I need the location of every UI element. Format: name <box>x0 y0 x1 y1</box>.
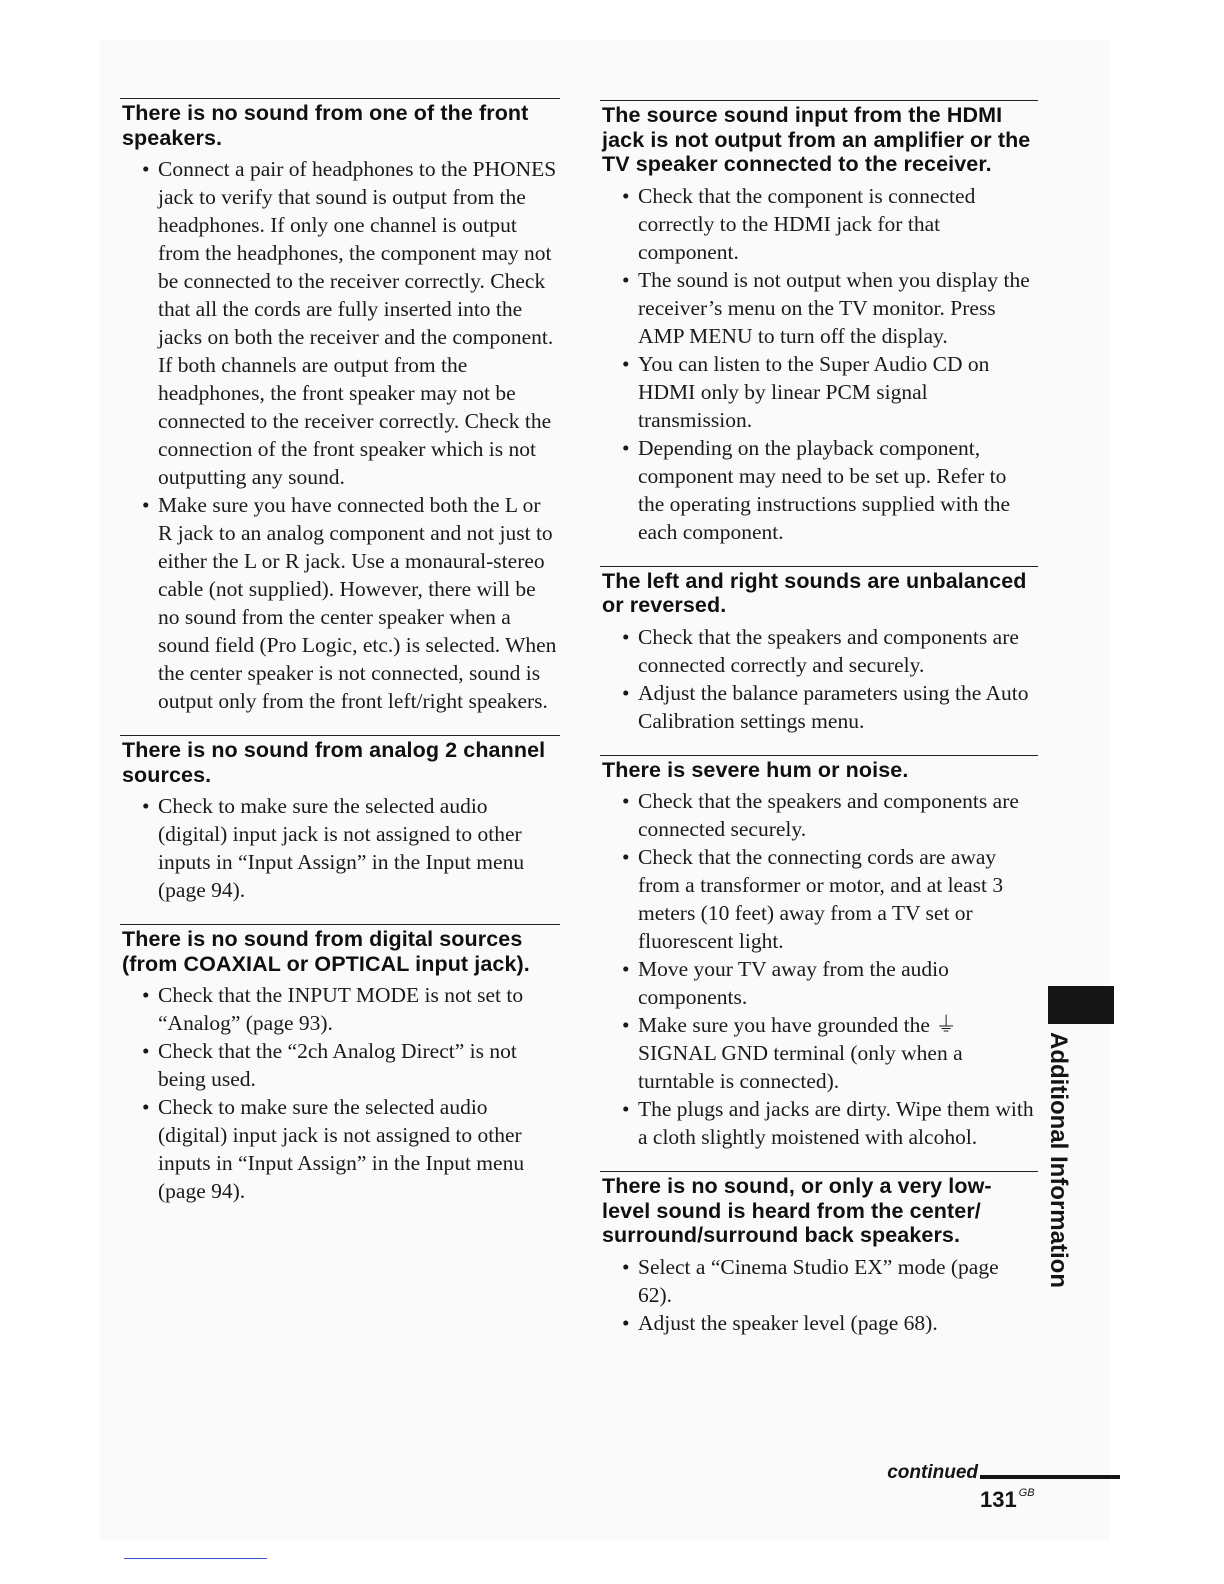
bullet-list <box>120 792 560 904</box>
troubleshooting-section <box>120 735 560 904</box>
page-number <box>980 1487 1035 1513</box>
section-tab <box>1028 1032 1088 1288</box>
list-item: • Adjust the balance parameters using the Auto Calibration settings menu. <box>622 679 1038 735</box>
bullet-list <box>600 787 1038 1151</box>
list-item: • Check to make sure the selected audio (digital) input jack is not assigned to other inputs in “Input Assign” in the Input menu (page 94). <box>142 792 560 904</box>
list-item: • Check to make sure the selected audio (digital) input jack is not assigned to other inputs in “Input Assign” in the Input menu (page 94). <box>142 1093 560 1205</box>
list-item: • Make sure you have connected both the L or R jack to an analog component and not just to either the L or R jack. Use a monaural-stereo cable (not supplied). However, there will be no sound from the center speaker when a sound field (Pro Logic, etc.) is selected. When the center speaker is not connected, sound is output only from the front left/right speakers. <box>142 491 560 715</box>
list-item: • Check that the “2ch Analog Direct” is not being used. <box>142 1037 560 1093</box>
bottom-rule <box>124 1558 267 1559</box>
section-tab-label: Additional Information <box>1045 1032 1072 1288</box>
troubleshooting-section <box>120 98 560 715</box>
bullet-list <box>600 1253 1038 1337</box>
page-number-value: 131 <box>980 1487 1017 1512</box>
section-heading: There is severe hum or noise. <box>602 757 909 782</box>
list-item: • Make sure you have grounded the ⏚ SIGNAL GND terminal (only when a turntable is connected). <box>622 1011 1038 1095</box>
bullet-list <box>600 623 1038 735</box>
list-item: • Check that the speakers and components are connected correctly and securely. <box>622 623 1038 679</box>
list-item: • Select a “Cinema Studio EX” mode (page 62). <box>622 1253 1038 1309</box>
bullet-list <box>120 981 560 1205</box>
section-heading: The source sound input from the HDMI jack is not output from an amplifier or the TV speaker connected to the receiver. <box>602 103 1031 176</box>
section-tab-marker <box>1048 986 1114 1024</box>
continued-rule <box>980 1475 1120 1479</box>
list-item: • Move your TV away from the audio components. <box>622 955 1038 1011</box>
list-item: • You can listen to the Super Audio CD on HDMI only by linear PCM signal transmission. <box>622 350 1038 434</box>
list-item: • Check that the component is connected correctly to the HDMI jack for that component. <box>622 182 1038 266</box>
section-heading: There is no sound from digital sources (from COAXIAL or OPTICAL input jack). <box>122 927 530 976</box>
list-item: • Adjust the speaker level (page 68). <box>622 1309 1038 1337</box>
page-number-suffix: GB <box>1018 1487 1035 1499</box>
troubleshooting-section <box>120 924 560 1205</box>
section-heading: There is no sound, or only a very low-level sound is heard from the center/ surround/surround back speakers. <box>602 1174 992 1247</box>
bullet-list <box>120 155 560 715</box>
list-item: • Check that the connecting cords are away from a transformer or motor, and at least 3 meters (10 feet) away from a TV set or fluorescent light. <box>622 843 1038 955</box>
section-heading: The left and right sounds are unbalanced or reversed. <box>602 568 1027 617</box>
section-heading: There is no sound from one of the front speakers. <box>122 101 529 150</box>
list-item: • Connect a pair of headphones to the PHONES jack to verify that sound is output from the headphones. If only one channel is output from the headphones, the component may not be connected to the receiver correctly. Check that all the cords are fully inserted into the jacks on both the receiver and the component. If both channels are output from the headphones, the front speaker may not be connected to the receiver correctly. Check the connection of the front speaker which is not outputting any sound. <box>142 155 560 491</box>
list-item: • Depending on the playback component, component may need to be set up. Refer to the operating instructions supplied with the each component. <box>622 434 1038 546</box>
section-heading: There is no sound from analog 2 channel sources. <box>122 738 546 787</box>
troubleshooting-section <box>600 100 1038 546</box>
continued-label: continued <box>887 1462 978 1483</box>
list-item: • Check that the speakers and components are connected securely. <box>622 787 1038 843</box>
left-column <box>120 98 560 1225</box>
continued-indicator <box>840 1460 1120 1486</box>
troubleshooting-section <box>600 755 1038 1152</box>
list-item: • Check that the INPUT MODE is not set to “Analog” (page 93). <box>142 981 560 1037</box>
troubleshooting-section <box>600 566 1038 735</box>
right-column <box>600 100 1038 1357</box>
list-item: • The plugs and jacks are dirty. Wipe them with a cloth slightly moistened with alcohol. <box>622 1095 1038 1151</box>
list-item: • The sound is not output when you display the receiver’s menu on the TV monitor. Press AMP MENU to turn off the display. <box>622 266 1038 350</box>
troubleshooting-section <box>600 1171 1038 1337</box>
bullet-list <box>600 182 1038 546</box>
